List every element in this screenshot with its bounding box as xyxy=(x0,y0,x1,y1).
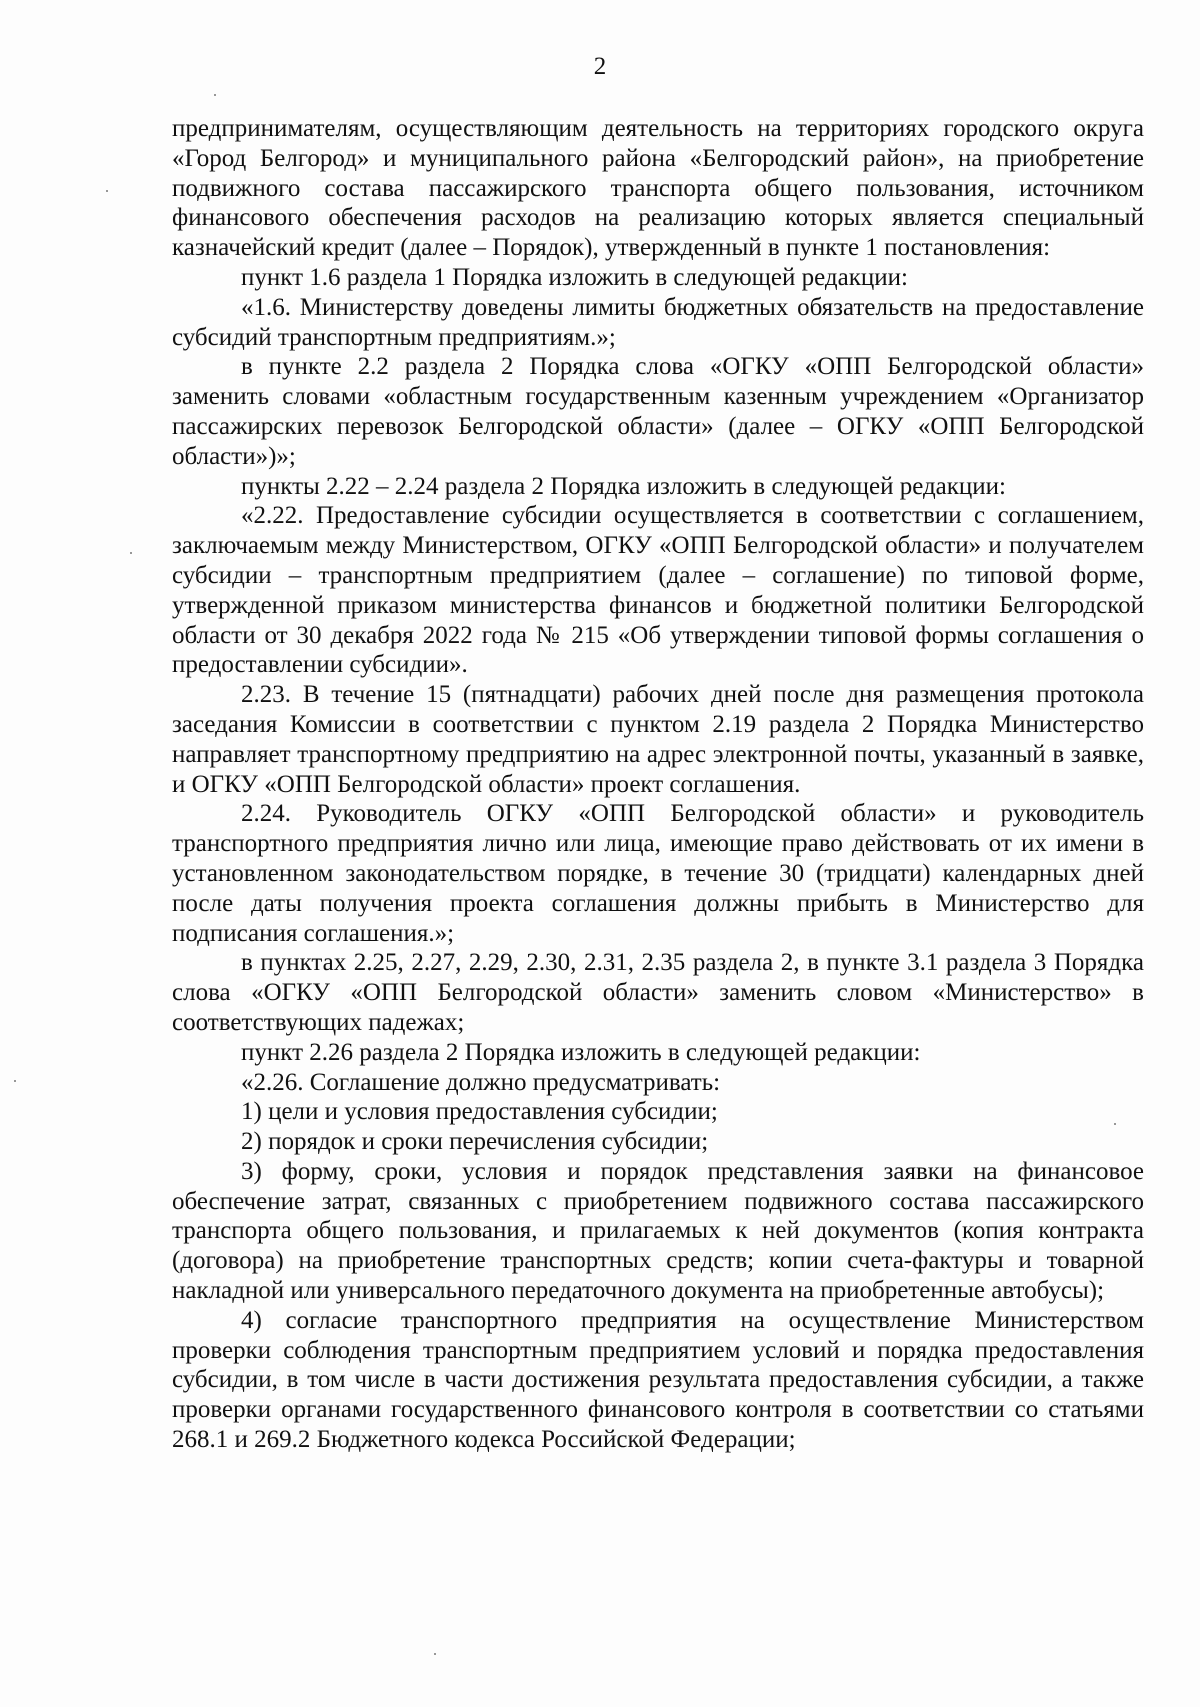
scan-speck xyxy=(130,552,132,554)
scan-speck xyxy=(214,94,216,96)
list-item-3: 3) форму, сроки, условия и порядок представления заявки на финансовое обеспечение затрат, связанных с приобретением подвижного состава пассажирского транспорта общего пользования, и прилагаемых к ней документов (копия контракта (договора) на приобретение транспортных средств; копии счета-фактуры и товарной накладной или универсального передаточного документа на приобретенные автобусы); xyxy=(172,1157,1144,1305)
paragraph-amend-1-6-intro: пункт 1.6 раздела 1 Порядка изложить в следующей редакции: xyxy=(241,263,908,291)
paragraph-clause-2-24: 2.24. Руководитель ОГКУ «ОПП Белгородской области» и руководитель транспортного предприятия лично или лица, имеющие право действовать от их имени в установленном законодательством порядке, в течение 30 (тридцати) календарных дней после даты получения проекта соглашения должны прибыть в Министерство для подписания соглашения.»; xyxy=(172,800,1144,947)
paragraph-clause-1-6: «1.6. Министерству доведены лимиты бюджетных обязательств на предоставление субсидий транспортным предприятиям.»; xyxy=(172,293,1144,351)
paragraph-clause-2-26: «2.26. Соглашение должно предусматривать: xyxy=(241,1068,721,1096)
paragraph-amend-multiple-clauses: в пунктах 2.25, 2.27, 2.29, 2.30, 2.31, 2.35 раздела 2, в пункте 3.1 раздела 3 Порядка слова «ОГКУ «ОПП Белгородской области» заменить словом «Министерство» в соответствующих падежах; xyxy=(172,949,1144,1036)
scan-speck xyxy=(14,1080,16,1082)
scan-speck xyxy=(106,190,108,192)
list-item-4: 4) согласие транспортного предприятия на осуществление Министерством проверки соблюдения транспортным предприятием условий и порядка предоставления субсидии, в том числе в части достижения результата предоставления субсидии, а также проверки органами государственного финансового контроля в соответствии со статьями 268.1 и 269.2 Бюджетного кодекса Российской Федерации; xyxy=(172,1306,1144,1454)
paragraph-amend-2-26-intro: пункт 2.26 раздела 2 Порядка изложить в следующей редакции: xyxy=(241,1038,921,1066)
list-item-2: 2) порядок и сроки перечисления субсидии; xyxy=(241,1128,709,1156)
paragraph-amend-2-2: в пункте 2.2 раздела 2 Порядка слова «ОГКУ «ОПП Белгородской области» заменить словами «областным государственным казенным учреждением «Организатор пассажирских перевозок Белгородской области» (далее – ОГКУ «ОПП Белгородской области»)»; xyxy=(172,353,1144,470)
paragraph-clause-2-23: 2.23. В течение 15 (пятнадцати) рабочих дней после дня размещения протокола заседания Комиссии в соответствии с пунктом 2.19 раздела 2 Порядка Министерство направляет транспортному предприятию на адрес электронной почты, указанный в заявке, и ОГКУ «ОПП Белгородской области» проект соглашения. xyxy=(172,681,1144,798)
paragraph-amend-2-22-intro: пункты 2.22 – 2.24 раздела 2 Порядка изложить в следующей редакции: xyxy=(241,472,1007,500)
document-body xyxy=(172,114,1144,1455)
page-number: 2 xyxy=(593,53,607,80)
scan-speck xyxy=(434,1653,436,1655)
paragraph-clause-2-22: «2.22. Предоставление субсидии осуществляется в соответствии с соглашением, заключаемым между Министерством, ОГКУ «ОПП Белгородской области» и получателем субсидии – транспортным предприятием (далее – соглашение) по типовой форме, утвержденной приказом министерства финансов и бюджетной политики Белгородской области от 30 декабря 2022 года № 215 «Об утверждении типовой формы соглашения о предоставлении субсидии». xyxy=(172,502,1144,679)
list-item-1: 1) цели и условия предоставления субсидии; xyxy=(241,1098,718,1126)
paragraph-continuation: предпринимателям, осуществляющим деятельность на территориях городского округа «Город Белгород» и муниципального района «Белгородский район», на приобретение подвижного состава пассажирского транспорта общего пользования, источником финансового обеспечения расходов на реализацию которых является специальный казначейский кредит (далее – Порядок), утвержденный в пункте 1 постановления: xyxy=(172,115,1144,262)
scan-speck xyxy=(1114,1123,1116,1125)
